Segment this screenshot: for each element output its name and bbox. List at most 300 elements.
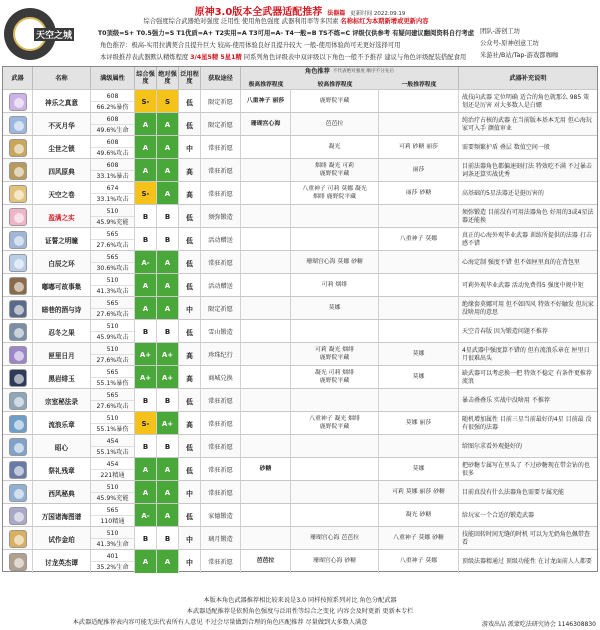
footer-line-1: 本版本角色武器推荐相比较来说是3.0 同样按照系列对比 角色分配武器	[203, 597, 397, 604]
col-low: 一般推荐程度	[401, 82, 437, 88]
chars-mid-line: 鹿野院平藏	[319, 354, 350, 361]
chars-mid-line: 珊瑚宫心海 砂糖	[312, 557, 357, 564]
chars-low	[379, 228, 459, 251]
chars-low	[379, 504, 459, 527]
absolute-grade: A	[157, 159, 179, 182]
col-source: 获取途径	[201, 67, 241, 89]
header-line-4a: 本评级推荐表武器默认精炼程度	[100, 54, 189, 61]
subtitle-text: 法器篇	[327, 10, 346, 17]
weapon-name: 昭心	[33, 435, 91, 458]
overall-grade: B	[135, 527, 157, 550]
chars-mid	[291, 389, 379, 412]
weapon-note: 4星武器中强度算不错的 但有流浪乐章在 匣里日月很难出头	[462, 347, 590, 362]
weapon-note: 绝缘套莫娜可用 但不如四风 特效不好触发 但玩家没啥用的意思	[462, 301, 594, 316]
obtain-source: 家德锻造	[201, 504, 241, 527]
chars-mid-line: 凝光 可莉 烟绯	[314, 370, 355, 376]
chars-mid	[291, 113, 379, 136]
absolute-grade: A	[157, 481, 179, 504]
weapon-name: 西风秘典	[33, 481, 91, 504]
versatility-level: 高	[179, 412, 201, 435]
weapon-stats	[91, 481, 135, 504]
versatility-level: 低	[179, 228, 201, 251]
weapon-note: 战技向武器 定位明确 适合的角色就那么 985 策划还是厉害 对大多数人是白嫖	[462, 94, 590, 109]
weapon-stats	[91, 343, 135, 366]
table-row	[3, 296, 597, 319]
obtain-source: 常驻祈愿	[201, 251, 241, 274]
weapon-note: 可莉外观毕业武器 活动免费得5 强度中规中矩	[462, 281, 584, 289]
header	[0, 0, 600, 64]
base-atk: 510	[91, 482, 134, 493]
chars-low	[379, 366, 459, 389]
weapon-icon-cell	[3, 481, 33, 504]
weapon-note: 暴击叠叠乐 实战中没啥用 不推荐	[462, 396, 550, 404]
chars-mid-line: 珊瑚宫心海 芭芭拉	[310, 534, 359, 541]
chars-mid	[291, 228, 379, 251]
weapon-icon-cell	[3, 274, 33, 297]
weapon-icon	[9, 346, 27, 364]
base-atk: 565	[91, 298, 134, 309]
overall-grade: A	[135, 550, 157, 573]
title-text: 原神3.0版本全武器适配推荐	[194, 7, 323, 18]
chars-high	[241, 458, 291, 481]
chars-mid	[291, 527, 379, 550]
weapon-name: 天空之卷	[33, 182, 91, 205]
chars-mid	[291, 550, 379, 573]
chars-mid-line: 鹿野院平藏	[319, 170, 350, 177]
base-atk: 401	[91, 551, 134, 562]
chars-high	[241, 412, 291, 435]
obtain-source: 限定祈愿	[201, 90, 241, 113]
base-atk: 608	[91, 137, 134, 148]
weapon-icon-cell	[3, 320, 33, 343]
chars-mid	[291, 343, 379, 366]
overall-grade: S-	[135, 90, 157, 113]
chars-mid	[291, 90, 379, 113]
weapon-icon	[9, 116, 27, 134]
col-absolute: 绝对强度	[157, 67, 179, 89]
overall-grade: A	[135, 274, 157, 297]
chars-high-line: 芭芭拉	[256, 557, 275, 564]
weapon-stats	[91, 297, 135, 320]
obtain-source: 活动赠送	[201, 274, 241, 297]
overall-grade: A+	[135, 366, 157, 389]
obtain-source: 珍珠纪行	[201, 343, 241, 366]
table-row	[3, 273, 597, 296]
chars-low	[379, 550, 459, 573]
overall-grade: A-	[135, 251, 157, 274]
versatility-level: 低	[179, 458, 201, 481]
table-row	[3, 204, 597, 227]
absolute-grade: A	[157, 504, 179, 527]
weapon-stats	[91, 389, 135, 412]
col-name: 名称	[33, 67, 91, 89]
absolute-grade: B	[157, 320, 179, 343]
col-stats: 满级属性	[91, 67, 135, 89]
header-line-4b: 3/4星5精 5星1精	[190, 54, 242, 61]
table-row	[3, 503, 597, 526]
chars-low	[379, 389, 459, 412]
chars-mid-line: 八重神子 可莉 莫娜 凝光	[302, 186, 367, 192]
chars-high	[241, 228, 291, 251]
header-line-1a: 综合强度综合武器绝对强度 泛用性 使用角色强度 武器利用率等多因素	[143, 18, 339, 25]
obtain-source: 常驻祈愿	[201, 481, 241, 504]
base-atk: 510	[91, 344, 134, 355]
chars-mid	[291, 159, 379, 182]
absolute-grade: B	[157, 527, 179, 550]
weapon-icon-cell	[3, 113, 33, 136]
sub-stat: 49.6%生命	[96, 126, 129, 134]
weapon-icon	[9, 553, 27, 571]
weapon-note: 顶级法器精通过 顶级功能性 在讨龙面前人人都要	[462, 557, 592, 565]
weapon-stats	[91, 320, 135, 343]
col-notes: 武器补充说明	[509, 74, 547, 82]
weapon-icon	[9, 484, 27, 502]
chars-high	[241, 205, 291, 228]
chars-mid	[291, 297, 379, 320]
chars-high	[241, 136, 291, 159]
chars-low	[379, 527, 459, 550]
weapon-note: 缺武器可以考虑换一把 特效不稳定 有条件更推荐流浪	[462, 370, 592, 385]
obtain-source: 常驻祈愿	[201, 182, 241, 205]
versatility-level: 高	[179, 366, 201, 389]
absolute-grade: A	[157, 251, 179, 274]
weapon-name: 宗室秘法录	[33, 389, 91, 412]
weapon-name: 尘世之锁	[33, 136, 91, 159]
base-atk: 674	[91, 183, 134, 194]
col-chars-label: 角色推荐	[305, 68, 330, 75]
col-weapon: 武器	[3, 67, 33, 89]
overall-grade: A	[135, 297, 157, 320]
chars-high	[241, 90, 291, 113]
table-row	[3, 434, 597, 457]
table-row	[3, 319, 597, 342]
versatility-level: 中	[179, 527, 201, 550]
footer-line-3: 本武器适配推荐表内容可能无法代表所有人意见 不过会尽量做到合理的角色匹配推荐 尽量做到大多数人满意	[72, 619, 368, 626]
weapon-icon-cell	[3, 504, 33, 527]
chars-low	[379, 136, 459, 159]
chars-high	[241, 182, 291, 205]
weapon-icon	[9, 139, 27, 157]
weapon-icon	[9, 530, 27, 548]
obtain-source: 限定祈愿	[201, 297, 241, 320]
overall-grade: B	[135, 389, 157, 412]
base-atk: 454	[91, 459, 134, 470]
table-row	[3, 457, 597, 480]
weapon-icon-cell	[3, 550, 33, 573]
chars-low	[379, 320, 459, 343]
absolute-grade: A	[157, 182, 179, 205]
weapon-icon-cell	[3, 205, 33, 228]
sub-stat: 27.6%攻击	[96, 402, 129, 410]
chars-mid-line: 鹿野院平藏	[319, 97, 350, 104]
weapon-icon-cell	[3, 182, 33, 205]
chars-low	[379, 274, 459, 297]
weapon-name: 不灭月华	[33, 113, 91, 136]
weapon-name: 神乐之真意	[33, 90, 91, 113]
weapon-stats	[91, 205, 135, 228]
chars-mid-line: 鹿野院平藏	[319, 377, 350, 384]
weapon-name: 试作金珀	[33, 527, 91, 550]
obtain-source: 活动赠送	[201, 228, 241, 251]
overall-grade: A	[135, 481, 157, 504]
table-row	[3, 342, 597, 365]
weapon-icon-cell	[3, 366, 33, 389]
chars-high-line: 八重神子 丽莎	[246, 97, 285, 104]
obtain-source: 常驻祈愿	[201, 159, 241, 182]
header-line-1	[96, 16, 476, 25]
obtain-source: 常驻祈愿	[201, 458, 241, 481]
weapon-note: 目前真没有什么法器角色需要专属充能	[462, 488, 565, 496]
weapon-note: 心海定制 强度不错 但不如匣里真的在背包里	[462, 258, 580, 266]
sub-stat: 45.9%充能	[96, 494, 129, 502]
chars-high	[241, 113, 291, 136]
overall-grade: B	[135, 435, 157, 458]
chars-low-line: 莫娜	[412, 465, 425, 472]
chars-mid	[291, 205, 379, 228]
weapon-icon	[9, 369, 27, 387]
overall-grade: S-	[135, 412, 157, 435]
obtain-source: 常驻祈愿	[201, 435, 241, 458]
weapon-stats	[91, 182, 135, 205]
chars-high	[241, 435, 291, 458]
versatility-level: 低	[179, 205, 201, 228]
weapon-icon-cell	[3, 343, 33, 366]
obtain-source: 须弥锻造	[201, 205, 241, 228]
header-line-3: 角色推荐：极高-实用拉满契合且提升巨大 较高-使用体验良好且提升较大 一般-使用体验尚可无更好选择可用	[100, 42, 401, 49]
base-atk: 608	[91, 114, 134, 125]
col-mid: 较高推荐程度	[317, 82, 353, 88]
weapon-stats	[91, 458, 135, 481]
overall-grade: S-	[135, 182, 157, 205]
weapon-icon-cell	[3, 136, 33, 159]
sub-stat: 41.3%攻击	[96, 287, 129, 295]
versatility-level: 低	[179, 435, 201, 458]
weapon-icon-cell	[3, 389, 33, 412]
weapon-icon-cell	[3, 297, 33, 320]
weapon-note: 须弥锻造 目前没有可用法器角色 好用的3或4星法器还能换	[462, 209, 594, 224]
chars-mid	[291, 435, 379, 458]
col-chars-note: 不代表绝对强度 顺序不分先后	[332, 69, 394, 74]
obtain-source: 璃月锻造	[201, 527, 241, 550]
table-row	[3, 158, 597, 181]
chars-low	[379, 113, 459, 136]
overall-grade: A	[135, 136, 157, 159]
weapon-icon	[9, 461, 27, 479]
weapon-icon-cell	[3, 90, 33, 113]
weapon-stats	[91, 366, 135, 389]
base-atk: 510	[91, 321, 134, 332]
absolute-grade: S	[157, 90, 179, 113]
chars-high	[241, 366, 291, 389]
weapon-name: 黑岩绯玉	[33, 366, 91, 389]
absolute-grade: A	[157, 113, 179, 136]
chars-mid	[291, 366, 379, 389]
weapon-stats	[91, 274, 135, 297]
chars-mid-line: 凝光	[328, 143, 341, 150]
weapon-stats	[91, 550, 135, 573]
chars-low-line: 凝光 砂糖	[405, 511, 432, 518]
header-line-4	[100, 52, 480, 61]
sub-stat: 55.1%暴伤	[96, 425, 129, 433]
obtain-source: 限定祈愿	[201, 113, 241, 136]
weapon-note: 技能回转时间无缝的时机 可以为无奶角色佩带查看	[462, 531, 590, 546]
overall-grade: A	[135, 113, 157, 136]
weapon-icon-cell	[3, 458, 33, 481]
versatility-level: 低	[179, 274, 201, 297]
chars-low-line: 莫娜	[412, 350, 425, 357]
header-line-1b: 名称标红为本期新增或更新内容	[340, 18, 429, 25]
chars-mid	[291, 504, 379, 527]
versatility-level: 高	[179, 159, 201, 182]
chars-mid-line: 烟绯 凝光 可莉	[314, 163, 355, 169]
chars-low-line: 八重神子 莫娜 砂糖	[393, 534, 444, 541]
base-atk: 608	[91, 160, 134, 171]
sub-stat: 35.2%生命	[96, 563, 129, 571]
weapon-stats	[91, 228, 135, 251]
weapon-name: 证誓之明瞳	[33, 228, 91, 251]
sub-stat: 66.2%暴伤	[96, 103, 129, 111]
versatility-level: 低	[179, 389, 201, 412]
weapon-note: 需要频繁护盾 叠层 数值空间一般	[462, 143, 550, 151]
weapon-name: 祭礼残章	[33, 458, 91, 481]
weapon-icon-cell	[3, 228, 33, 251]
obtain-source: 常驻祈愿	[201, 412, 241, 435]
weapon-icon-cell	[3, 159, 33, 182]
obtain-source: 雪山锻造	[201, 320, 241, 343]
absolute-grade: B	[157, 389, 179, 412]
table-row	[3, 227, 597, 250]
weapon-icon	[9, 162, 27, 180]
versatility-level: 高	[179, 182, 201, 205]
overall-grade: B	[135, 228, 157, 251]
weapon-name: 忍冬之果	[33, 320, 91, 343]
base-atk: 608	[91, 91, 134, 102]
sub-stat: 55.1%暴伤	[96, 379, 129, 387]
weapon-icon	[9, 231, 27, 249]
table-header	[3, 67, 597, 89]
absolute-grade: A+	[157, 366, 179, 389]
chars-low-line: 可莉 砂糖 丽莎	[398, 143, 439, 150]
weapon-stats	[91, 113, 135, 136]
absolute-grade: A+	[157, 412, 179, 435]
table-row	[3, 549, 597, 572]
absolute-grade: B	[157, 435, 179, 458]
sub-stat: 27.6%攻击	[96, 310, 129, 318]
weapon-name: 四风原典	[33, 159, 91, 182]
table-row	[3, 365, 597, 388]
chars-low	[379, 90, 459, 113]
credit-wechat: 公众号-原神创意工坊	[480, 40, 539, 47]
table-row	[3, 89, 597, 112]
base-atk: 510	[91, 413, 134, 424]
chars-low-line: 八重神子 莫娜	[399, 557, 438, 564]
chars-mid-line: 莫娜	[328, 304, 341, 311]
weapon-note: 把砂糖专属写在里头了 不过砂糖现在带金钻的也很多	[462, 462, 590, 477]
weapon-icon	[9, 392, 27, 410]
chars-mid	[291, 320, 379, 343]
table-row	[3, 411, 597, 434]
weapon-name: 万国诸海图谱	[33, 504, 91, 527]
weapon-note: 随机增加属性 目前三星当前最好的4星 目前最 没有很强的法器	[462, 416, 592, 431]
chars-high-line: 珊瑚宫心海	[250, 120, 281, 127]
weapon-icon	[9, 300, 27, 318]
chars-mid	[291, 481, 379, 504]
credit-platforms: 米游社/B站/Tap-游戏都咖咖	[480, 52, 559, 59]
obtain-source: 商城兑换	[201, 366, 241, 389]
weapon-note: 天空青春版 因为锻造问题不推荐	[462, 327, 548, 335]
chars-high	[241, 159, 291, 182]
versatility-level: 低	[179, 320, 201, 343]
absolute-grade: A	[157, 136, 179, 159]
weapon-stats	[91, 159, 135, 182]
chars-low	[379, 251, 459, 274]
chars-low-line: 可莉 莫娜 丽莎 砂糖	[392, 488, 445, 495]
weapon-name: 讨龙英杰谭	[33, 550, 91, 573]
versatility-level: 低	[179, 90, 201, 113]
weapon-icon	[9, 323, 27, 341]
chars-high	[241, 389, 291, 412]
sub-stat: 41.3%生命	[96, 540, 129, 548]
chars-low	[379, 343, 459, 366]
weapon-stats	[91, 527, 135, 550]
sub-stat: 110精通	[100, 517, 125, 525]
absolute-grade: A	[157, 458, 179, 481]
weapon-note: 纯治疗占核的武器 在当前版本基本无用 但心海玩家可入手 颜值审业	[462, 117, 592, 132]
chars-high	[241, 251, 291, 274]
table-row	[3, 480, 597, 503]
chars-mid	[291, 136, 379, 159]
header-line-4c: 同系列角色评级表中双评级以下角色一般不予推荐 建议与角色评级配装搭配食用	[243, 54, 467, 61]
weapon-icon	[9, 208, 27, 226]
chars-mid	[291, 182, 379, 205]
weapon-stats	[91, 136, 135, 159]
weapon-note: 真正的心海外观毕业武器 训练所提供的法器 打击感不错	[462, 232, 592, 247]
chars-low	[379, 297, 459, 320]
weapon-name: 匣里日月	[33, 343, 91, 366]
weapon-icon-cell	[3, 435, 33, 458]
weapon-stats	[91, 435, 135, 458]
chars-high	[241, 343, 291, 366]
sub-stat: 33.1%攻击	[96, 195, 129, 203]
versatility-level: 低	[179, 251, 201, 274]
logo-text: 天空之城	[34, 28, 74, 41]
versatility-level: 中	[179, 136, 201, 159]
versatility-level: 中	[179, 297, 201, 320]
chars-mid-line: 八重神子 凝光 烟绯	[309, 416, 360, 422]
sub-stat: 45.9%攻击	[96, 333, 129, 341]
footer-line-2: 本武器适配推荐是依照角色强度与泛用性等综合之变化 内容会及时更新 更新本专栏	[186, 608, 414, 615]
table-row	[3, 181, 597, 204]
sub-stat: 49.6%攻击	[96, 149, 129, 157]
sub-stat: 33.1%暴击	[96, 172, 129, 180]
base-atk: 510	[91, 206, 134, 217]
table-row	[3, 526, 597, 549]
overall-grade: A	[135, 159, 157, 182]
weapon-name: 盈满之实	[33, 205, 91, 228]
chars-high-line: 砂糖	[259, 465, 272, 472]
overall-grade: B	[135, 205, 157, 228]
chars-low-line: 八重神子 莫娜	[399, 235, 438, 242]
sub-stat: 27.6%攻击	[96, 241, 129, 249]
sub-stat: 55.1%攻击	[96, 448, 129, 456]
weapon-icon-cell	[3, 412, 33, 435]
table-row	[3, 250, 597, 273]
weapon-icon	[9, 438, 27, 456]
base-atk: 510	[91, 528, 134, 539]
weapon-note: 目前法器角色都偏速刻打法 特效吃不满 不过暴击词条还算实战优秀	[462, 163, 592, 178]
chars-mid	[291, 251, 379, 274]
chars-low	[379, 205, 459, 228]
